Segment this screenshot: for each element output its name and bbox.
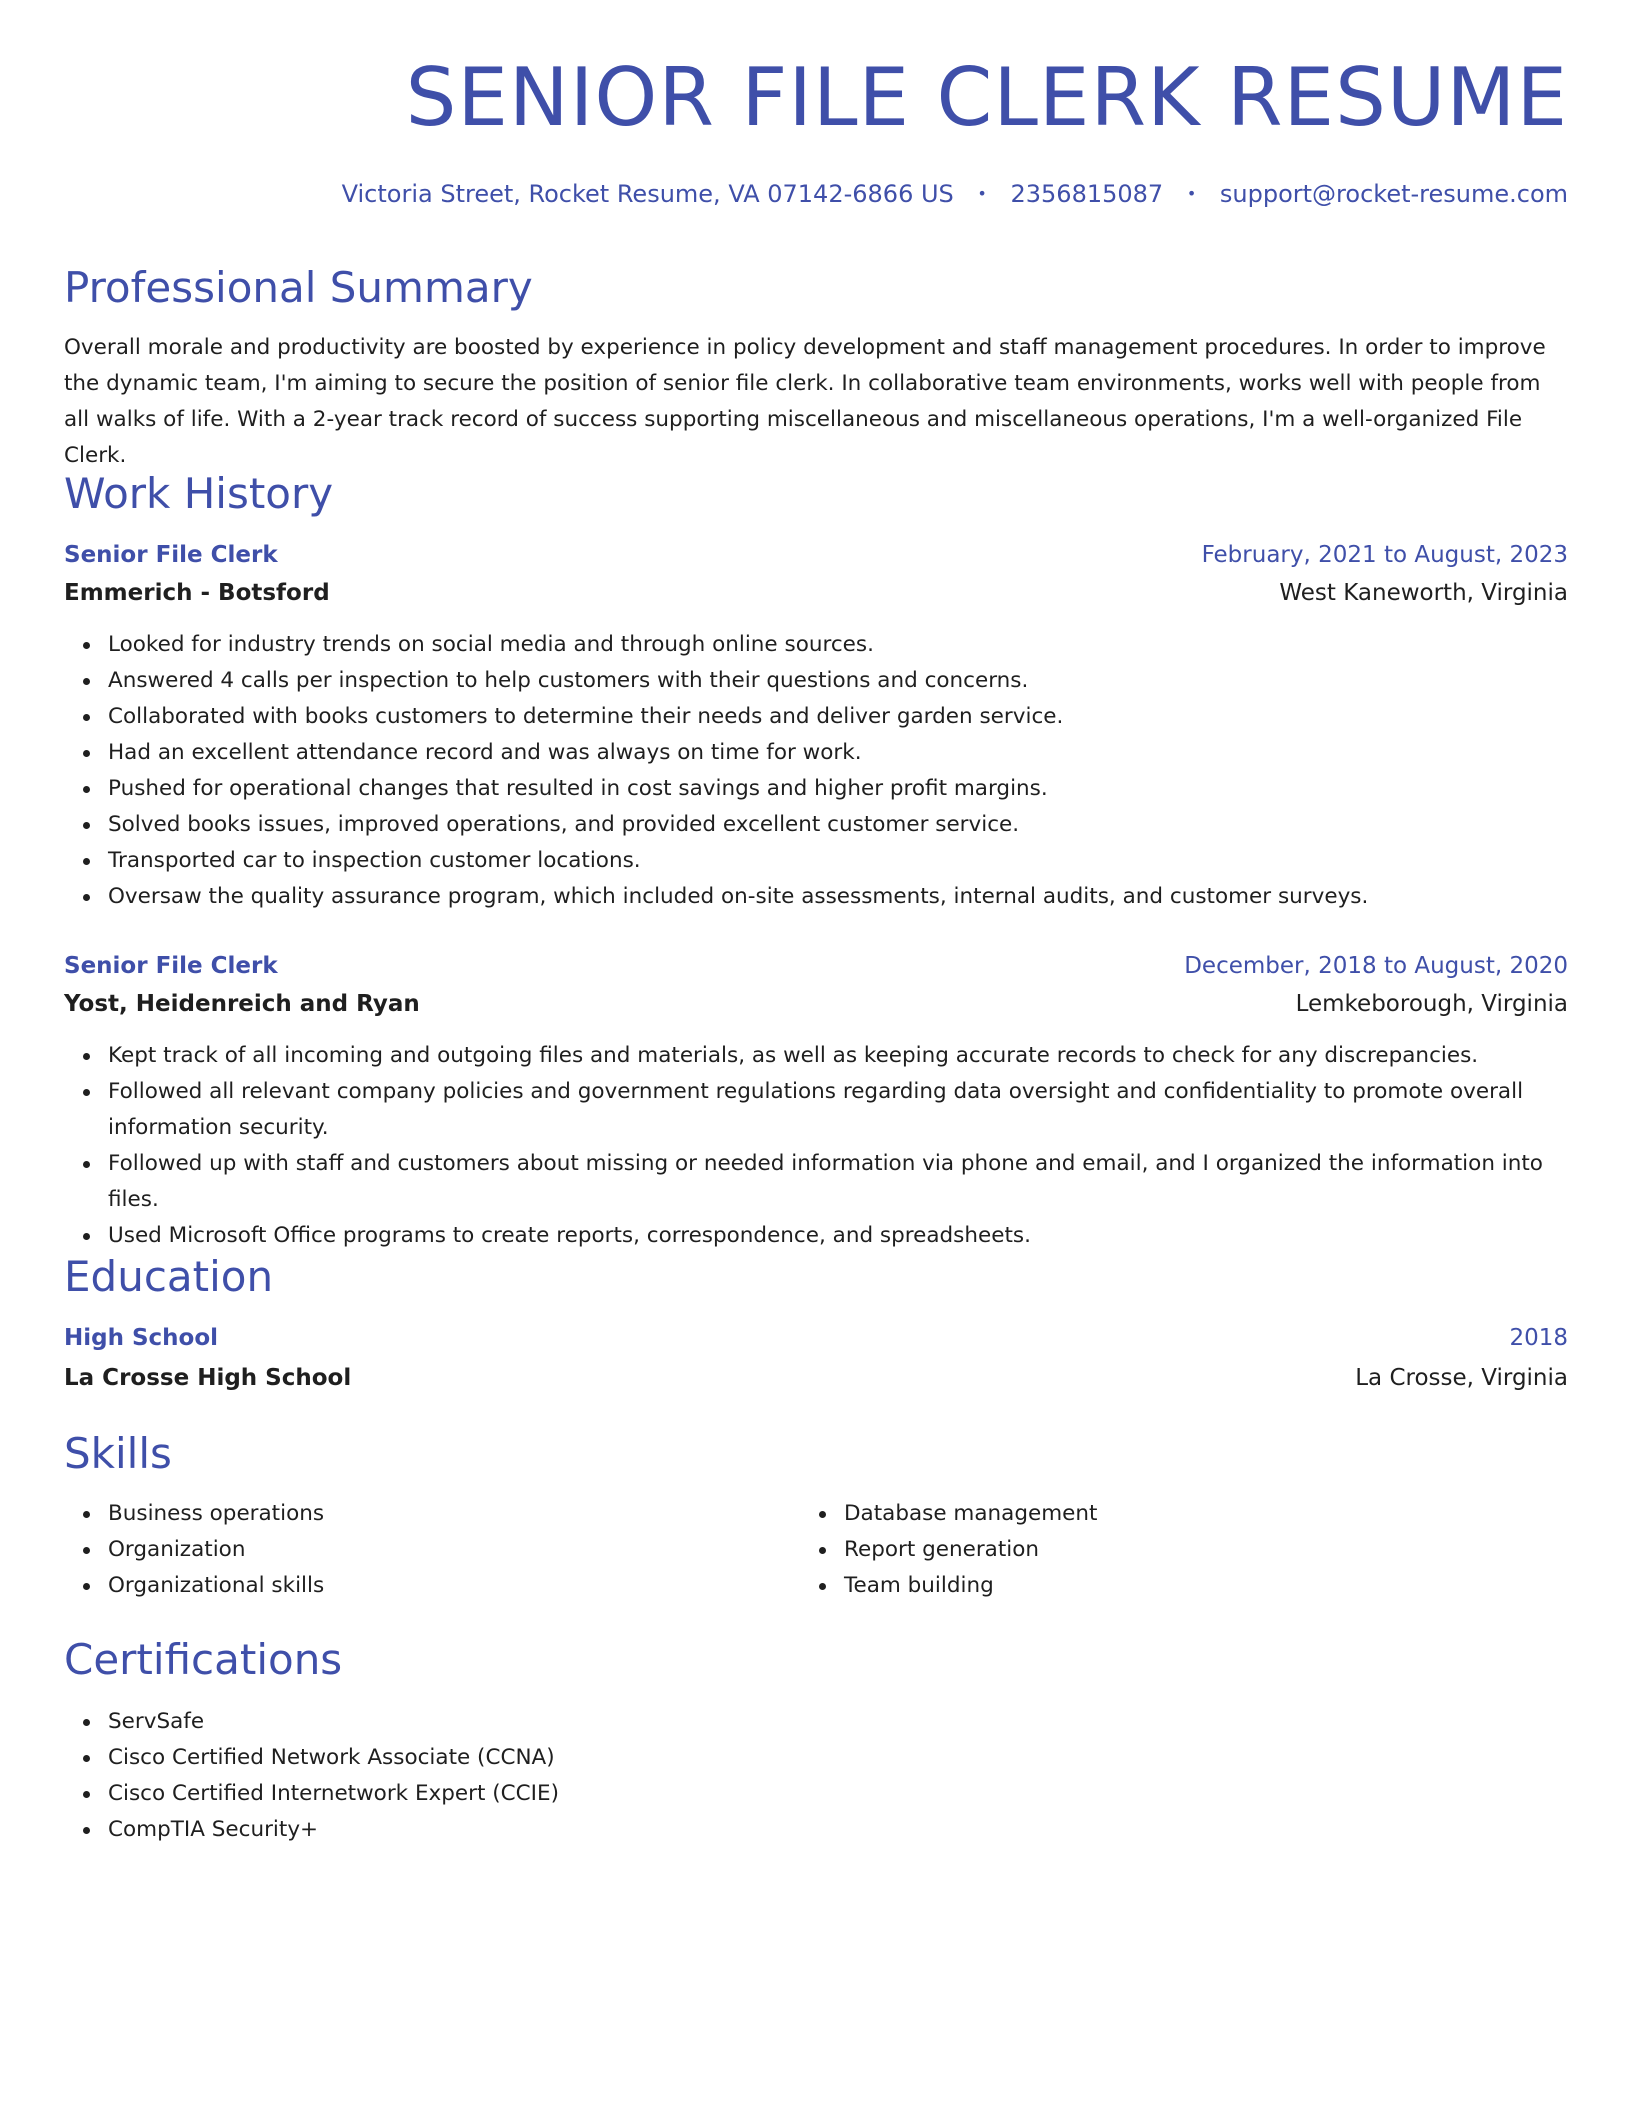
work-history-heading: Work History xyxy=(64,469,334,518)
list-item: Collaborated with books customers to determine their needs and deliver garden service. xyxy=(108,699,1568,735)
list-item: Cisco Certified Network Associate (CCNA) xyxy=(108,1740,1568,1776)
list-item: Solved books issues, improved operations, and provided excellent customer service. xyxy=(108,807,1568,843)
job-company: Emmerich - Botsford xyxy=(64,580,330,606)
job-header xyxy=(64,948,1568,984)
list-item: Database management xyxy=(844,1496,1536,1532)
job-title: Senior File Clerk xyxy=(64,542,278,568)
summary-text: Overall morale and productivity are boosted by experience in policy development and staff management procedures. In order to improve the dynamic team, I'm aiming to secure the position of senior file clerk. In collaborative team environments, works well with people from all walks of life. With a 2-year track record of success supporting miscellaneous and miscellaneous operations, I'm a well-organized File Clerk. xyxy=(64,335,1546,468)
list-item: ServSafe xyxy=(108,1704,1568,1740)
skills-column-left xyxy=(64,1496,800,1604)
job-subheader xyxy=(64,986,1568,1022)
education-year: 2018 xyxy=(1509,1325,1568,1351)
list-item: Report generation xyxy=(844,1532,1536,1568)
resume-title: SENIOR FILE CLERK RESUME xyxy=(405,51,1568,144)
contact-email[interactable]: support@rocket-resume.com xyxy=(1219,180,1568,208)
list-item: Kept track of all incoming and outgoing files and materials, as well as keeping accurate records to check for any discrepancies. xyxy=(108,1038,1568,1074)
list-item: Organization xyxy=(108,1532,800,1568)
skills-bullets xyxy=(800,1496,1536,1604)
list-item: Team building xyxy=(844,1568,1536,1604)
education-header xyxy=(64,1320,1568,1356)
job-location: Lemkeborough, Virginia xyxy=(1295,991,1568,1017)
job-dates: December, 2018 to August, 2020 xyxy=(1184,953,1568,979)
skills-list xyxy=(64,1496,1568,1604)
list-item: Oversaw the quality assurance program, which included on-site assessments, internal audits, and customer surveys. xyxy=(108,879,1568,915)
job-bullets xyxy=(64,1038,1568,1254)
education-entry xyxy=(64,1320,1568,1396)
list-item: Used Microsoft Office programs to create reports, correspondence, and spreadsheets. xyxy=(108,1218,1568,1254)
job-dates: February, 2021 to August, 2023 xyxy=(1201,542,1568,568)
list-item: Followed all relevant company policies and government regulations regarding data oversight and confidentiality to promote overall information security. xyxy=(108,1074,1568,1146)
contact-separator: • xyxy=(977,184,987,203)
skills-heading: Skills xyxy=(64,1429,172,1478)
list-item: Transported car to inspection customer locations. xyxy=(108,843,1568,879)
contact-phone: 2356815087 xyxy=(1010,180,1164,208)
job-bullets xyxy=(64,627,1568,915)
education-location: La Crosse, Virginia xyxy=(1355,1365,1568,1391)
list-item: Answered 4 calls per inspection to help customers with their questions and concerns. xyxy=(108,663,1568,699)
list-item: Had an excellent attendance record and was always on time for work. xyxy=(108,735,1568,771)
list-item: Cisco Certified Internetwork Expert (CCIE) xyxy=(108,1776,1568,1812)
job-header xyxy=(64,537,1568,573)
certifications-list xyxy=(64,1704,1568,1848)
list-item: Followed up with staff and customers about missing or needed information via phone and email, and I organized the information into files. xyxy=(108,1146,1568,1218)
list-item: Organizational skills xyxy=(108,1568,800,1604)
skills-column-right xyxy=(800,1496,1536,1604)
summary-heading: Professional Summary xyxy=(64,263,533,312)
job-entry xyxy=(64,537,1568,915)
education-school: La Crosse High School xyxy=(64,1365,352,1391)
education-degree: High School xyxy=(64,1325,219,1351)
skills-bullets xyxy=(64,1496,800,1604)
contact-line xyxy=(64,178,1568,210)
education-subheader xyxy=(64,1360,1568,1396)
job-entry xyxy=(64,948,1568,1254)
contact-separator: • xyxy=(1186,184,1197,203)
job-subheader xyxy=(64,575,1568,611)
list-item: Pushed for operational changes that resulted in cost savings and higher profit margins. xyxy=(108,771,1568,807)
list-item: Business operations xyxy=(108,1496,800,1532)
list-item: CompTIA Security+ xyxy=(108,1812,1568,1848)
job-location: West Kaneworth, Virginia xyxy=(1279,580,1568,606)
contact-address: Victoria Street, Rocket Resume, VA 07142-6866 US xyxy=(341,180,954,208)
list-item: Looked for industry trends on social media and through online sources. xyxy=(108,627,1568,663)
job-company: Yost, Heidenreich and Ryan xyxy=(64,991,420,1017)
education-heading: Education xyxy=(64,1252,274,1301)
job-title: Senior File Clerk xyxy=(64,953,278,979)
certifications-heading: Certifications xyxy=(64,1635,343,1684)
